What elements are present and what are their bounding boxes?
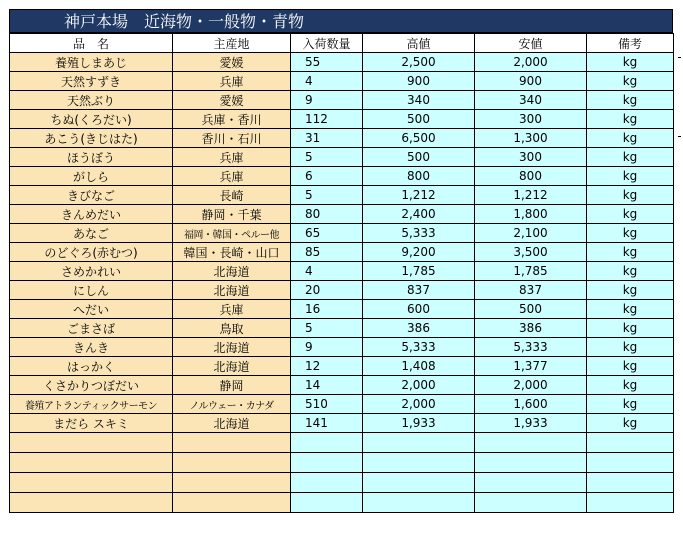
cell-qty: 510 (291, 395, 363, 414)
cell-high: 340 (363, 91, 475, 110)
empty-cell (291, 473, 363, 493)
cell-unit: kg (587, 205, 674, 224)
cell-origin: 兵庫 (173, 300, 291, 319)
cell-qty: 112 (291, 110, 363, 129)
cell-high: 900 (363, 72, 475, 91)
cell-origin: 北海道 (173, 281, 291, 300)
cell-high: 600 (363, 300, 475, 319)
table-row (10, 243, 674, 262)
cell-unit: kg (587, 281, 674, 300)
empty-cell (291, 453, 363, 473)
cell-unit: kg (587, 395, 674, 414)
cell-low: 1,212 (475, 186, 587, 205)
header-note: 備考 (587, 34, 674, 53)
cell-high: 500 (363, 110, 475, 129)
empty-cell (363, 433, 475, 453)
cell-low: 2,000 (475, 376, 587, 395)
cell-unit: kg (587, 186, 674, 205)
header-qty: 入荷数量 (291, 34, 363, 53)
cell-high: 386 (363, 319, 475, 338)
table-row (10, 319, 674, 338)
cell-unit: kg (587, 167, 674, 186)
cell-name: 天然すずき (10, 72, 173, 91)
empty-row (10, 453, 674, 473)
cell-qty: 5 (291, 148, 363, 167)
cell-name: 養殖アトランティックサーモン (10, 395, 173, 414)
cell-origin: 北海道 (173, 414, 291, 433)
cell-high: 6,500 (363, 129, 475, 148)
cell-unit: kg (587, 300, 674, 319)
cell-name: きんめだい (10, 205, 173, 224)
cell-low: 1,300 (475, 129, 587, 148)
cell-qty: 80 (291, 205, 363, 224)
empty-cell (587, 493, 674, 513)
cell-unit: kg (587, 338, 674, 357)
cell-origin: 北海道 (173, 357, 291, 376)
cell-unit: kg (587, 129, 674, 148)
empty-cell (363, 473, 475, 493)
cell-name: くさかりつぼだい (10, 376, 173, 395)
table-row (10, 300, 674, 319)
cell-origin: 兵庫 (173, 167, 291, 186)
cell-origin: 長崎 (173, 186, 291, 205)
cell-low: 5,333 (475, 338, 587, 357)
cell-low: 837 (475, 281, 587, 300)
cell-origin: 愛媛 (173, 91, 291, 110)
cell-qty: 6 (291, 167, 363, 186)
table-row (10, 53, 674, 72)
cell-origin: 兵庫 (173, 72, 291, 91)
cell-qty: 65 (291, 224, 363, 243)
cell-unit: kg (587, 243, 674, 262)
cell-qty: 20 (291, 281, 363, 300)
empty-cell (475, 453, 587, 473)
empty-cell (291, 433, 363, 453)
cell-high: 1,785 (363, 262, 475, 281)
cell-qty: 141 (291, 414, 363, 433)
cell-unit: kg (587, 262, 674, 281)
cell-high: 1,408 (363, 357, 475, 376)
cell-high: 5,333 (363, 338, 475, 357)
cell-high: 500 (363, 148, 475, 167)
cell-low: 1,377 (475, 357, 587, 376)
cell-qty: 5 (291, 319, 363, 338)
table-row (10, 186, 674, 205)
cell-high: 2,000 (363, 376, 475, 395)
cell-low: 1,600 (475, 395, 587, 414)
table-row (10, 110, 674, 129)
cell-origin: 香川・石川 (173, 129, 291, 148)
price-sheet (9, 9, 673, 513)
cell-qty: 12 (291, 357, 363, 376)
cell-high: 2,000 (363, 395, 475, 414)
cell-low: 300 (475, 110, 587, 129)
price-table (9, 33, 674, 513)
cell-low: 900 (475, 72, 587, 91)
cell-name: へだい (10, 300, 173, 319)
cell-low: 386 (475, 319, 587, 338)
cell-high: 9,200 (363, 243, 475, 262)
cell-name: ごまさば (10, 319, 173, 338)
table-row (10, 395, 674, 414)
cell-qty: 16 (291, 300, 363, 319)
empty-cell (10, 493, 173, 513)
table-row (10, 376, 674, 395)
cell-unit: kg (587, 414, 674, 433)
empty-row (10, 473, 674, 493)
cell-unit: kg (587, 53, 674, 72)
cell-high: 1,212 (363, 186, 475, 205)
header-origin: 主産地 (173, 34, 291, 53)
cell-qty: 4 (291, 262, 363, 281)
cell-qty: 85 (291, 243, 363, 262)
cell-name: はっかく (10, 357, 173, 376)
cell-name: さめかれい (10, 262, 173, 281)
cell-origin: 静岡・千葉 (173, 205, 291, 224)
cell-high: 2,400 (363, 205, 475, 224)
table-row (10, 357, 674, 376)
empty-cell (173, 493, 291, 513)
empty-cell (173, 453, 291, 473)
cell-low: 3,500 (475, 243, 587, 262)
cell-qty: 4 (291, 72, 363, 91)
empty-cell (291, 493, 363, 513)
cell-qty: 5 (291, 186, 363, 205)
cell-origin: 韓国・長崎・山口 (173, 243, 291, 262)
empty-row (10, 493, 674, 513)
cell-low: 800 (475, 167, 587, 186)
header-low: 安値 (475, 34, 587, 53)
cell-name: まだら スキミ (10, 414, 173, 433)
cell-name: きんき (10, 338, 173, 357)
table-row (10, 129, 674, 148)
cell-name: のどぐろ(赤むつ) (10, 243, 173, 262)
cell-unit: kg (587, 72, 674, 91)
empty-cell (475, 433, 587, 453)
header-name: 品 名 (10, 34, 173, 53)
cell-origin: 北海道 (173, 338, 291, 357)
table-row (10, 281, 674, 300)
cell-high: 800 (363, 167, 475, 186)
table-row (10, 148, 674, 167)
empty-cell (587, 453, 674, 473)
cell-low: 340 (475, 91, 587, 110)
cell-low: 1,933 (475, 414, 587, 433)
cell-low: 300 (475, 148, 587, 167)
cell-origin: 北海道 (173, 262, 291, 281)
cell-origin: 鳥取 (173, 319, 291, 338)
empty-cell (363, 493, 475, 513)
cell-high: 1,933 (363, 414, 475, 433)
table-row (10, 167, 674, 186)
table-row (10, 72, 674, 91)
sheet-title: 神戸本場 近海物・一般物・青物 (9, 9, 673, 33)
header-high: 高値 (363, 34, 475, 53)
cell-low: 2,000 (475, 53, 587, 72)
header-row (10, 34, 674, 53)
cell-high: 5,333 (363, 224, 475, 243)
cell-unit: kg (587, 357, 674, 376)
cell-qty: 9 (291, 338, 363, 357)
table-row (10, 262, 674, 281)
cell-origin: 愛媛 (173, 53, 291, 72)
cell-origin: 福岡・韓国・ペルー他 (173, 224, 291, 243)
table-row (10, 414, 674, 433)
empty-cell (173, 473, 291, 493)
cell-name: あこう(きじはた) (10, 129, 173, 148)
empty-cell (173, 433, 291, 453)
cell-high: 2,500 (363, 53, 475, 72)
cell-name: ほうぼう (10, 148, 173, 167)
cell-qty: 9 (291, 91, 363, 110)
empty-cell (363, 453, 475, 473)
table-row (10, 91, 674, 110)
cell-origin: 静岡 (173, 376, 291, 395)
cell-origin: 兵庫・香川 (173, 110, 291, 129)
cell-name: にしん (10, 281, 173, 300)
cell-name: あなご (10, 224, 173, 243)
cell-qty: 55 (291, 53, 363, 72)
cell-name: がしら (10, 167, 173, 186)
empty-cell (475, 493, 587, 513)
cell-unit: kg (587, 91, 674, 110)
edge-mark (678, 57, 681, 58)
cell-high: 837 (363, 281, 475, 300)
cell-name: 天然ぶり (10, 91, 173, 110)
cell-unit: kg (587, 148, 674, 167)
empty-cell (475, 473, 587, 493)
cell-name: きびなご (10, 186, 173, 205)
cell-qty: 31 (291, 129, 363, 148)
cell-unit: kg (587, 319, 674, 338)
empty-cell (10, 453, 173, 473)
cell-unit: kg (587, 376, 674, 395)
empty-cell (587, 433, 674, 453)
table-row (10, 338, 674, 357)
cell-low: 2,100 (475, 224, 587, 243)
empty-row (10, 433, 674, 453)
cell-unit: kg (587, 110, 674, 129)
cell-low: 1,785 (475, 262, 587, 281)
empty-cell (10, 433, 173, 453)
table-row (10, 224, 674, 243)
empty-cell (10, 473, 173, 493)
cell-low: 1,800 (475, 205, 587, 224)
cell-qty: 14 (291, 376, 363, 395)
cell-name: ちぬ(くろだい) (10, 110, 173, 129)
cell-origin: 兵庫 (173, 148, 291, 167)
cell-low: 500 (475, 300, 587, 319)
cell-name: 養殖しまあじ (10, 53, 173, 72)
table-row (10, 205, 674, 224)
cell-unit: kg (587, 224, 674, 243)
cell-origin: ノルウェー・カナダ (173, 395, 291, 414)
empty-cell (587, 473, 674, 493)
edge-mark (678, 136, 681, 137)
